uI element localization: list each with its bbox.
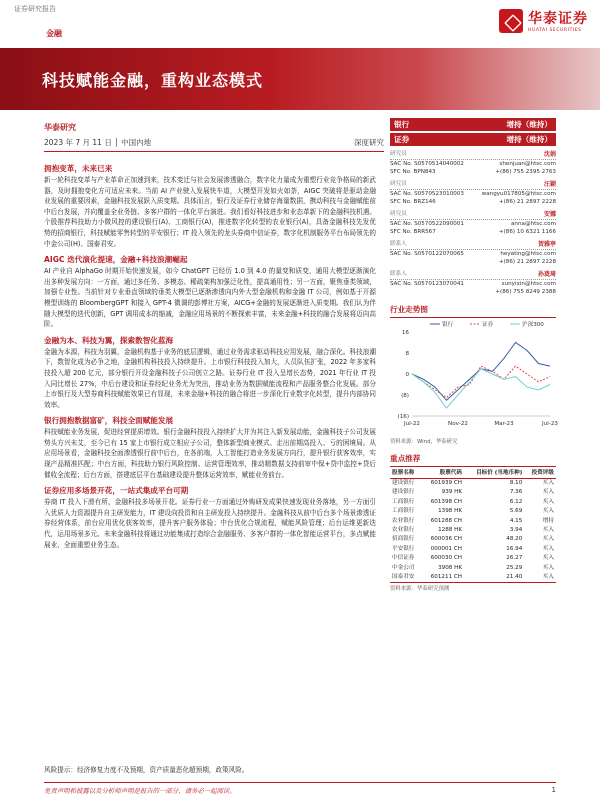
table-cell: 建设银行 bbox=[392, 480, 415, 486]
analyst-sfc: SFC No. BPN843 bbox=[390, 169, 436, 175]
logo-name-en: HUATAI SECURITIES bbox=[528, 28, 582, 33]
chart-box-title: 行业走势图 bbox=[390, 304, 556, 318]
top-header bbox=[0, 0, 600, 48]
table-cell: 4.15 bbox=[509, 517, 523, 524]
table-cell: 招商银行 bbox=[392, 536, 415, 543]
y-tick-label: 0 bbox=[405, 372, 409, 378]
analyst-sac: SAC No. S0570523010003 bbox=[390, 191, 464, 197]
table-cell: 建设银行 bbox=[392, 489, 415, 496]
analyst-phone: +(86) 21 2897 2228 bbox=[498, 259, 556, 265]
analyst-role: 联系人 bbox=[390, 271, 407, 277]
analyst-line bbox=[390, 258, 556, 266]
analyst-card bbox=[390, 210, 556, 236]
table-row bbox=[390, 488, 556, 497]
rating-value: 增持（维持） bbox=[506, 135, 552, 144]
table-cell: 1288 HK bbox=[438, 527, 462, 534]
section-body: 科技赋能业务发展，促进经营提质增效。银行金融科技投入持续扩大并为其注入新发展动能，金融科技子公司发展势头方兴未艾，至今已有 15 家上市银行成立相应子公司，整体新型商业模式、走出前期高投入、亏的困境局。从应用场景看，金融科技全面渗透银行前中后台，在各前端，人工智能打造业务发展方向行，提升银行获客效率，实现产品精准匹配；中台方面，科技助力银行风险控制、运营管理效率，推动精数据支持前审中保+贷中监控+贷后催收全流程；后台方面，搭建底层平台基础建设提升整体运营效率，赋能业务前台。 bbox=[44, 428, 376, 479]
analyst-sfc: SFC No. BRR567 bbox=[390, 229, 436, 235]
table-cell: 8.10 bbox=[509, 480, 523, 486]
table-cell: 601211 CH bbox=[430, 574, 462, 581]
table-row bbox=[390, 479, 556, 489]
analyst-list bbox=[390, 150, 556, 296]
sidebar bbox=[390, 118, 556, 592]
table-cell: 939 HK bbox=[441, 489, 462, 496]
table-cell: 买入 bbox=[542, 574, 554, 581]
table-row bbox=[390, 545, 556, 554]
chart-svg bbox=[390, 318, 556, 436]
table-header-row bbox=[390, 469, 556, 479]
analyst-phone: +(86) 755 8249 2388 bbox=[495, 289, 556, 295]
x-tick-label: Nov-22 bbox=[448, 421, 468, 427]
analyst-email[interactable]: shenjuan@htsc.com bbox=[499, 161, 556, 167]
analyst-role: 研究员 bbox=[390, 211, 407, 217]
analyst-email[interactable]: wangyu017805@htsc.com bbox=[481, 191, 556, 197]
analyst-line bbox=[390, 160, 556, 168]
analyst-line bbox=[390, 228, 556, 236]
y-tick-label: 16 bbox=[401, 330, 409, 336]
recommendation-table bbox=[390, 469, 556, 583]
table-cell: 工商银行 bbox=[392, 508, 415, 515]
x-tick-label: Jul-23 bbox=[542, 421, 558, 427]
table-cell: 农业银行 bbox=[392, 517, 415, 524]
analyst-sac: SAC No. S0570123070041 bbox=[390, 281, 464, 287]
table-cell: 48.20 bbox=[506, 536, 523, 543]
table-cell: 21.40 bbox=[506, 574, 523, 581]
legend-label: 沪深300 bbox=[522, 322, 544, 328]
table-cell: 买入 bbox=[542, 527, 554, 534]
table-row bbox=[390, 564, 556, 573]
analyst-line bbox=[390, 168, 556, 176]
section-body: 券商 IT 投入下滑有所，金融科技多场景开花。证券行业一方面通过外购研发成果快速发现业务落地，另一方面引入优质人力资源提升自主研发能力，IT 建设向投资和自主研发投入持续提升。金融科技从前中后台多个场景渗透证券经营体系，前台应用优化获客效率，提升客户服务体验；中台优化合规流程，赋能风险管理；后台运维更新迭代，运用场景多元。未来金融科技将通过功能集成打造综合金融服务、多客户群的一体化智能运营平台，多点赋能展业、全面重塑业务生态。 bbox=[44, 498, 376, 549]
analyst-line bbox=[390, 250, 556, 258]
analyst-role: 研究员 bbox=[390, 181, 407, 187]
table-row bbox=[390, 554, 556, 563]
table-row bbox=[390, 535, 556, 544]
dateline bbox=[44, 137, 384, 152]
table-cell: 601939 CH bbox=[430, 480, 462, 486]
analyst-line bbox=[390, 288, 556, 296]
analyst-name: 孙珑琦 bbox=[537, 271, 556, 278]
table-cell: 600036 CH bbox=[430, 536, 462, 543]
analyst-header bbox=[390, 180, 556, 190]
table-cell: 买入 bbox=[542, 555, 554, 562]
analyst-phone: +(86) 10 6321 1166 bbox=[498, 229, 556, 235]
section-body: AI 产业自 AlphaGo 时期开始快速发展，如今 ChatGPT 已经历 1.0 到 4.0 的量变和质变，通用大模型逐渐演化出多种发展方向：一方面，通过多任务、多模态、稀疏架构加强泛化性，提高通用性；另一方面，聚焦垂类领域，加强专业性。当前针对专业垂直领域的垂类大模型已逐渐渗透向内外大型金融机构和金融 IT 公司，例如基于开源模型训练的 BloombergGPT 和接入 GPT-4 微调的彭博社方案，AICG+金融的发展逐渐进入质变期。我们认为伴随大模型的迭代创新，GPT 调用成本的缩减，金融应用场景的不断探索丰富，未来金融+科技的融合发展将迈向高阶。 bbox=[44, 267, 376, 329]
table-cell: 工商银行 bbox=[392, 498, 415, 505]
industry-trend-chart bbox=[390, 318, 556, 436]
rating-row-bank bbox=[390, 118, 556, 131]
analyst-header bbox=[390, 210, 556, 220]
report-kind: 深度研究 bbox=[354, 138, 384, 147]
author-label: 华泰研究 bbox=[44, 123, 76, 132]
section-body: 金融为本源，科技为羽翼，金融机构基于业务的底层逻辑，通过业务需求驱动科技应用发展，融合深化。科技浪潮下，数智化成为必争之地，金融机构科技投入持续提升。上市银行科技投入加大，人员队伍扩张，2022 年多家科技投入超 200 亿元，部分银行开设金融科技子公司创立之路。证券行业 IT 投入呈增长态势，2021 年行业 IT 投入同比增长 27%，中后台建设和证券经纪业务尤为突出，推动业务为数据赋能流程和产品服务整合化发展。部分上市银行及大型券商科技赋能效果已有显现，未来金融+科技的融合将进一步深化行业数字化转型，提升内部协同效率。 bbox=[44, 347, 376, 409]
section-title: 拥抱变革，未来已来 bbox=[44, 164, 113, 173]
legend-label: 银行 bbox=[442, 322, 454, 328]
table-row bbox=[390, 498, 556, 507]
section-title: 银行拥抱数据富矿，科技全面赋能发展 bbox=[44, 416, 174, 426]
analyst-role: 研究员 bbox=[390, 151, 407, 157]
analyst-header bbox=[390, 240, 556, 250]
y-tick-label: 8 bbox=[405, 351, 409, 357]
table-cell: 平安银行 bbox=[392, 545, 415, 552]
page-number: 1 bbox=[551, 786, 556, 794]
table-cell: 国泰君安 bbox=[392, 574, 415, 581]
table-cell: 6.12 bbox=[509, 498, 523, 505]
analyst-phone: +(86) 755 2395 2763 bbox=[495, 169, 556, 175]
table-cell: 5.69 bbox=[509, 508, 523, 515]
col-header: 股票代码 bbox=[439, 470, 462, 476]
section-5 bbox=[44, 485, 376, 550]
sector-label: 金融 bbox=[46, 29, 62, 38]
analyst-name: 汪颖 bbox=[543, 181, 556, 188]
analyst-phone: +(86) 21 2897 2228 bbox=[498, 199, 556, 205]
table-cell: 7.36 bbox=[509, 489, 523, 496]
analyst-role: 联系人 bbox=[390, 241, 407, 247]
huatai-logo bbox=[499, 8, 588, 33]
table-cell: 601398 CH bbox=[430, 498, 462, 505]
logo-name-cn: 华泰证券 bbox=[528, 11, 588, 27]
table-row bbox=[390, 526, 556, 535]
col-header: 目标价 (当地币种) bbox=[476, 470, 523, 476]
table-row bbox=[390, 507, 556, 516]
analyst-card bbox=[390, 180, 556, 206]
analyst-line bbox=[390, 198, 556, 206]
table-cell: 中金公司 bbox=[392, 564, 415, 571]
section-2 bbox=[44, 254, 376, 330]
table-cell: 中信证券 bbox=[392, 555, 415, 562]
series-line-1 bbox=[412, 366, 550, 398]
analyst-card bbox=[390, 240, 556, 266]
table-row bbox=[390, 573, 556, 583]
disclaimer-footer: 免责声明和披露以及分析师声明是报告的一部分，请务必一起阅读。 bbox=[44, 787, 236, 795]
table-cell: 买入 bbox=[542, 545, 554, 552]
analyst-card bbox=[390, 150, 556, 176]
table-body bbox=[390, 479, 556, 583]
table-cell: 买入 bbox=[542, 564, 554, 571]
table-source: 资料来源：华泰研究预测 bbox=[390, 586, 450, 593]
table-cell: 买入 bbox=[542, 536, 554, 543]
analyst-name: 沈娟 bbox=[543, 151, 556, 158]
section-title: AIGC 迭代演化提速，金融+科技浪潮崛起 bbox=[44, 255, 188, 265]
huatai-logo-icon bbox=[499, 9, 523, 33]
report-date: 2023 年 7 月 11 日 │ 中国内地 bbox=[44, 138, 152, 147]
analyst-name: 贺雅亭 bbox=[537, 241, 556, 248]
analyst-line bbox=[390, 220, 556, 228]
table-cell: 000001 CH bbox=[430, 545, 462, 552]
table-cell: 601288 CH bbox=[430, 517, 462, 524]
y-tick-label: (16) bbox=[397, 414, 409, 420]
table-cell: 买入 bbox=[542, 508, 554, 515]
table-cell: 农业银行 bbox=[392, 527, 415, 534]
rating-row-securities bbox=[390, 133, 556, 146]
report-type-label: 证券研究报告 bbox=[14, 5, 56, 13]
legend-label: 证券 bbox=[482, 322, 494, 328]
rating-value: 增持（维持） bbox=[506, 120, 552, 129]
x-tick-label: Jul-22 bbox=[404, 421, 420, 427]
section-4 bbox=[44, 415, 376, 480]
section-3 bbox=[44, 335, 376, 411]
section-title: 金融为本、科技为翼，探索数智化蓝海 bbox=[44, 335, 174, 345]
section-1 bbox=[44, 163, 376, 249]
table-cell: 1398 HK bbox=[438, 508, 462, 515]
analyst-header bbox=[390, 150, 556, 160]
table-cell: 买入 bbox=[542, 480, 554, 486]
section-title: 证券应用多场景开花，一站式集成平台可期 bbox=[44, 486, 189, 496]
rating-sector: 证券 bbox=[394, 135, 410, 144]
table-cell: 增持 bbox=[542, 517, 554, 524]
analyst-name: 安娜 bbox=[543, 211, 556, 218]
analyst-card bbox=[390, 270, 556, 296]
rating-sector: 银行 bbox=[394, 120, 410, 129]
analyst-sac: SAC No. S0570514040002 bbox=[390, 161, 464, 167]
analyst-sac: SAC No. S0570122070065 bbox=[390, 251, 464, 257]
table-cell: 600030 CH bbox=[430, 555, 462, 562]
analyst-email[interactable]: anna@htsc.com bbox=[511, 221, 556, 227]
analyst-email[interactable]: heyating@htsc.com bbox=[500, 251, 556, 257]
main-body bbox=[44, 158, 376, 550]
analyst-header bbox=[390, 270, 556, 280]
table-cell: 3908 HK bbox=[438, 564, 462, 571]
analyst-email[interactable]: sunyixin@htsc.com bbox=[501, 281, 556, 287]
analyst-sac: SAC No. S0570522090001 bbox=[390, 221, 464, 227]
analyst-sfc: SFC No. BRZ146 bbox=[390, 199, 436, 205]
series-line-0 bbox=[412, 343, 550, 401]
x-tick-label: Mar-23 bbox=[494, 421, 514, 427]
title-banner bbox=[0, 48, 600, 110]
rec-box-title: 重点推荐 bbox=[390, 453, 556, 467]
y-tick-label: (8) bbox=[401, 393, 409, 399]
table-cell: 3.94 bbox=[509, 527, 523, 534]
col-header: 股票名称 bbox=[392, 470, 415, 476]
table-cell: 买入 bbox=[542, 489, 554, 496]
report-title: 科技赋能金融，重构业态模式 bbox=[42, 71, 264, 90]
col-header: 投资评级 bbox=[531, 470, 554, 476]
table-cell: 16.94 bbox=[506, 545, 523, 552]
chart-source: 资料来源：Wind，华泰研究 bbox=[390, 439, 458, 445]
analyst-line bbox=[390, 190, 556, 198]
table-cell: 26.27 bbox=[506, 555, 523, 562]
section-body: 新一轮科技变革与产业革命正加速到来，技术变迁与社会发展渗透融合，数字化力量成为重塑行业竞争格局的新武器，及时拥抱变化方可适应未来。当前 AI 产业驶入发展快车道，大模型开发如火如荼，AIGC 突破将是驱动金融业发展的重要因素，金融科技发展跃入质变期。具体而言，银行及证券行业储存海量数据，携动科技与金融赋能前中后台发展，并向覆盖全业务链、多客户群的一体化平台演进。我们看好科技进步和业态革新下的金融科技机遇。个股推荐科技助力小微风控的建设银行(A)、工商银行(A)，推进数字化转型的农业银行(A)，具备金融科技先发优势的招商银行，科技赋能零售转型的平安银行；IT 投入领先的龙头券商中信证券，数字化机制服务平台布局领先的中金公司(H)、国泰君安。 bbox=[44, 176, 376, 248]
risk-warning: 风险提示：经济修复力度不及预期，资产质量恶化超预期，政策风险。 bbox=[44, 766, 249, 774]
table-cell: 买入 bbox=[542, 498, 554, 505]
analyst-line bbox=[390, 280, 556, 288]
table-cell: 25.29 bbox=[506, 564, 523, 571]
footer-divider bbox=[44, 782, 556, 783]
table-row bbox=[390, 517, 556, 526]
